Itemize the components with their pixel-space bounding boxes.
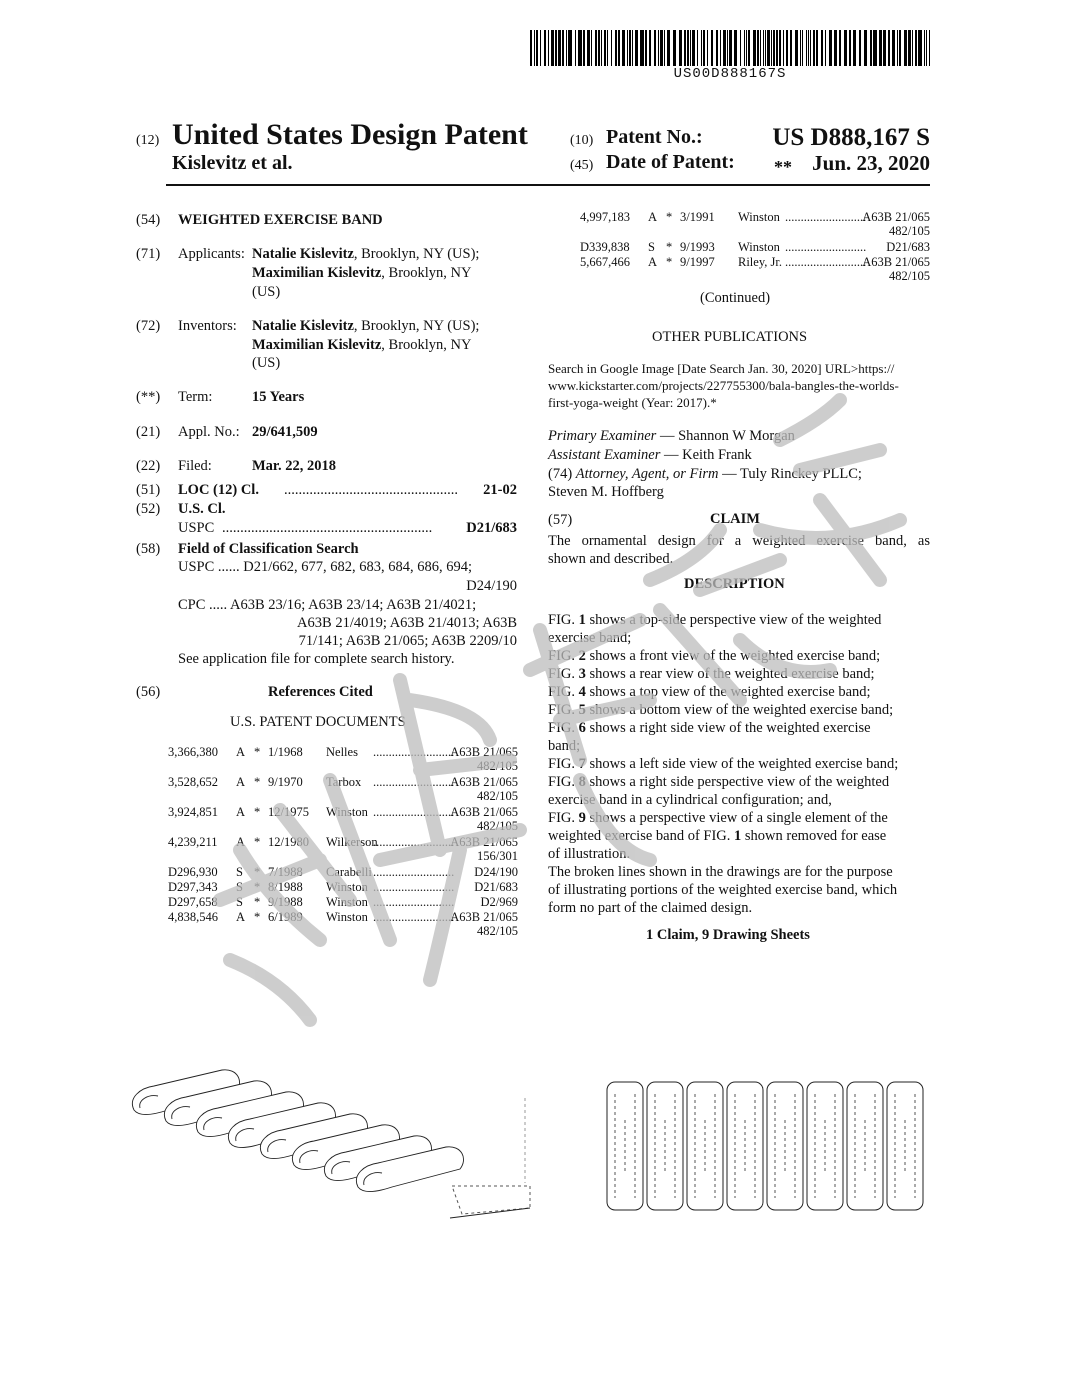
reference-class-2: 482/105 [477, 819, 518, 833]
description-line [548, 755, 930, 773]
claims-sheets: 1 Claim, 9 Drawing Sheets [646, 927, 810, 943]
term-label: Term: [178, 389, 213, 405]
patent-date: Jun. 23, 2020 [812, 151, 930, 175]
reference-class: A63B 21/065 [450, 910, 518, 924]
description-text: FIG. [548, 648, 579, 664]
reference-dots: .......................... [785, 210, 867, 224]
description-text: The broken lines shown in the drawings are for the purpose [548, 864, 893, 880]
description-fig-number: 6 [578, 720, 586, 736]
reference-class-2: 482/105 [477, 924, 518, 938]
description-line [548, 845, 930, 863]
reference-num: 3,528,652 [168, 775, 218, 789]
reference-star: * [666, 210, 673, 224]
description-fig-number: 8 [578, 774, 586, 790]
claim-text-2: shown and described. [548, 551, 674, 567]
claim-text-1: The ornamental design for a weighted exercise band, as [548, 533, 930, 549]
reference-star: * [254, 835, 261, 849]
description-text: shows a left side view of the weighted exercise band; [585, 756, 899, 772]
description-text: FIG. [548, 720, 579, 736]
reference-kind: S [236, 865, 243, 879]
description-line [548, 827, 930, 845]
reference-num: 4,838,546 [168, 910, 218, 924]
description-text: shown removed for ease [741, 828, 887, 844]
reference-date: 9/1970 [268, 775, 303, 789]
reference-class: A63B 21/065 [450, 775, 518, 789]
description-fig-number: 5 [578, 702, 586, 718]
field-search-cpc-3: 71/141; A63B 21/065; A63B 2209/10 [298, 633, 517, 649]
figure-perspective-band [130, 1068, 530, 1228]
description-text: shows a top view of the weighted exercise band; [585, 684, 871, 700]
field-search-label: Field of Classification Search [178, 541, 359, 557]
reference-row [580, 210, 930, 238]
description-line [548, 683, 930, 701]
header-rule [166, 184, 930, 186]
date-of-patent-label: Date of Patent: [606, 151, 735, 173]
description-text: shows a perspective view of a single element of the [585, 810, 888, 826]
description-line [548, 647, 930, 665]
reference-class-2: 482/105 [477, 759, 518, 773]
description-text: shows a rear view of the weighted exercise band; [585, 666, 875, 682]
loc-label: LOC (12) Cl. [178, 482, 259, 498]
other-publications-title: OTHER PUBLICATIONS [652, 329, 808, 345]
reference-row [168, 835, 518, 863]
reference-class: D2/969 [480, 895, 518, 909]
reference-star: * [254, 745, 261, 759]
description-text: FIG. [548, 756, 579, 772]
reference-kind: S [236, 895, 243, 909]
description-text: exercise band; [548, 630, 632, 646]
description-text: FIG. [548, 702, 579, 718]
invention-title: WEIGHTED EXERCISE BAND [178, 212, 383, 228]
barcode-number: US00D888167S [673, 66, 787, 82]
description-text: shows a bottom view of the weighted exercise band; [585, 702, 894, 718]
reference-class: A63B 21/065 [862, 210, 930, 224]
reference-star: * [254, 910, 261, 924]
reference-name: Winston [326, 805, 368, 819]
uspc-value: D21/683 [466, 520, 517, 536]
reference-num: 5,667,466 [580, 255, 630, 269]
us-cl-label: U.S. Cl. [178, 501, 226, 517]
continued-label: (Continued) [700, 290, 771, 306]
reference-dots: .......................... [373, 880, 455, 894]
reference-dots: .......................... [373, 745, 455, 759]
tag-22: (22) [136, 458, 161, 474]
description-fig-number: 3 [578, 666, 586, 682]
description-text: shows a right side view of the weighted exercise [585, 720, 871, 736]
reference-num: 3,924,851 [168, 805, 218, 819]
description-fig-number: 7 [578, 756, 586, 772]
description-body [548, 611, 930, 917]
reference-row [168, 910, 518, 938]
reference-kind: A [236, 805, 246, 819]
description-line [548, 737, 930, 755]
description-fig-number: 1 [734, 828, 742, 844]
appl-no-value: 29/641,509 [252, 424, 318, 440]
reference-dots: .......................... [373, 910, 455, 924]
description-text: shows a top-side perspective view of the weighted [585, 612, 882, 628]
reference-class-2: 482/105 [889, 269, 930, 283]
field-search-uspc: USPC ...... D21/662, 677, 682, 683, 684, 686, 694; [178, 559, 473, 575]
reference-row [168, 865, 518, 879]
reference-num: D339,838 [580, 240, 630, 254]
reference-star: * [666, 240, 673, 254]
description-line [548, 701, 930, 719]
reference-dots: .......................... [373, 805, 455, 819]
reference-name: Winston [738, 240, 780, 254]
primary-examiner: Primary Examiner — Shannon W Morgan [548, 428, 795, 444]
description-line [548, 719, 930, 737]
reference-date: 6/1989 [268, 910, 303, 924]
reference-kind: A [236, 745, 246, 759]
reference-class-2: 156/301 [477, 849, 518, 863]
reference-kind: A [236, 910, 246, 924]
reference-name: Tarbox [326, 775, 362, 789]
description-line [548, 791, 930, 809]
reference-class: D21/683 [474, 880, 518, 894]
assistant-examiner: Assistant Examiner — Keith Frank [548, 447, 752, 463]
reference-class-2: 482/105 [477, 789, 518, 803]
reference-class: A63B 21/065 [450, 805, 518, 819]
applicant-2: Maximilian Kislevitz, Brooklyn, NY [252, 265, 472, 281]
applicant-2-country: (US) [252, 284, 281, 300]
tag-58: (58) [136, 541, 161, 557]
reference-kind: S [236, 880, 243, 894]
description-text: FIG. [548, 612, 579, 628]
description-fig-number: 9 [578, 810, 586, 826]
reference-name: Nelles [326, 745, 358, 759]
description-title: DESCRIPTION [684, 576, 785, 592]
reference-class: D24/190 [474, 865, 518, 879]
attorney: (74) Attorney, Agent, or Firm — Tuly Rinckey PLLC; [548, 466, 862, 482]
reference-star: * [254, 880, 261, 894]
reference-date: 12/1975 [268, 805, 309, 819]
description-line [548, 899, 930, 917]
reference-dots: .......................... [373, 895, 455, 909]
loc-value: 21-02 [483, 482, 517, 498]
description-text: FIG. [548, 666, 579, 682]
field-search-cpc-2: A63B 21/4019; A63B 21/4013; A63B [297, 615, 517, 631]
description-line [548, 773, 930, 791]
reference-date: 9/1993 [680, 240, 715, 254]
reference-star: * [254, 865, 261, 879]
reference-num: 4,239,211 [168, 835, 218, 849]
reference-row [168, 895, 518, 909]
barcode [530, 30, 930, 66]
reference-kind: A [236, 775, 246, 789]
description-fig-number: 2 [578, 648, 586, 664]
description-fig-number: 1 [578, 612, 586, 628]
reference-star: * [254, 805, 261, 819]
reference-kind: A [648, 210, 658, 224]
reference-name: Riley, Jr. [738, 255, 782, 269]
reference-row [168, 745, 518, 773]
reference-date: 9/1988 [268, 895, 303, 909]
description-line [548, 611, 930, 629]
reference-date: 12/1980 [268, 835, 309, 849]
description-text: band; [548, 738, 581, 754]
reference-num: D297,343 [168, 880, 218, 894]
appl-no-label: Appl. No.: [178, 424, 240, 440]
inventors-short: Kislevitz et al. [172, 152, 293, 174]
inventors-label: Inventors: [178, 318, 237, 334]
inventor-2-country: (US) [252, 355, 281, 371]
description-text: shows a right side perspective view of the weighted [585, 774, 890, 790]
patent-no-label: Patent No.: [606, 126, 703, 148]
description-text: exercise band in a cylindrical configuration; and, [548, 792, 832, 808]
reference-name: Wilkerson [326, 835, 378, 849]
reference-star: * [254, 775, 261, 789]
reference-date: 3/1991 [680, 210, 715, 224]
tag-56: (56) [136, 684, 161, 700]
reference-name: Winston [326, 910, 368, 924]
description-text: FIG. [548, 810, 579, 826]
reference-num: D297,658 [168, 895, 218, 909]
figure-front-view [605, 1080, 930, 1212]
tag-57: (57) [548, 512, 573, 528]
reference-name: Carabelli [326, 865, 372, 879]
reference-class: A63B 21/065 [862, 255, 930, 269]
field-search-cpc: CPC ..... A63B 23/16; A63B 23/14; A63B 21/4021; [178, 597, 477, 613]
claim-title: CLAIM [710, 511, 760, 527]
reference-name: Winston [326, 895, 368, 909]
reference-num: 3,366,380 [168, 745, 218, 759]
reference-kind: A [236, 835, 246, 849]
inventor-1: Natalie Kislevitz, Brooklyn, NY (US); [252, 318, 480, 334]
reference-num: D296,930 [168, 865, 218, 879]
tag-71: (71) [136, 246, 161, 262]
description-line [548, 809, 930, 827]
description-line [548, 881, 930, 899]
filed-value: Mar. 22, 2018 [252, 458, 337, 474]
reference-row [580, 240, 930, 254]
inventor-2: Maximilian Kislevitz, Brooklyn, NY [252, 337, 472, 353]
tag-12: (12) [136, 133, 160, 148]
reference-date: 1/1968 [268, 745, 303, 759]
patent-number: US D888,167 S [772, 124, 930, 151]
reference-name: Winston [738, 210, 780, 224]
reference-class-2: 482/105 [889, 224, 930, 238]
reference-dots: .......................... [373, 775, 455, 789]
field-search-uspc-2: D24/190 [466, 578, 517, 594]
loc-dots: ................................................ [284, 482, 458, 498]
us-patent-documents-label: U.S. PATENT DOCUMENTS [230, 714, 406, 730]
description-text: FIG. [548, 684, 579, 700]
description-line [548, 629, 930, 647]
reference-class: A63B 21/065 [450, 745, 518, 759]
tag-72: (72) [136, 318, 161, 334]
tag-51: (51) [136, 482, 161, 498]
reference-dots: .......................... [373, 865, 455, 879]
reference-dots: .......................... [785, 240, 867, 254]
term-value: 15 Years [252, 389, 305, 405]
reference-kind: A [648, 255, 658, 269]
uspc-label: USPC [178, 520, 215, 536]
reference-row [580, 255, 930, 283]
date-stars: ** [774, 157, 792, 177]
tag-52: (52) [136, 501, 161, 517]
reference-class: A63B 21/065 [450, 835, 518, 849]
tag-10: (10) [570, 133, 594, 148]
tag-54: (54) [136, 212, 161, 228]
filed-label: Filed: [178, 458, 212, 474]
description-line [548, 863, 930, 881]
applicants-label: Applicants: [178, 246, 245, 262]
reference-dots: .......................... [785, 255, 867, 269]
reference-row [168, 805, 518, 833]
tag-term: (**) [136, 389, 161, 405]
references-cited-label: References Cited [268, 684, 373, 700]
description-text: of illustration. [548, 846, 631, 862]
reference-star: * [666, 255, 673, 269]
applicant-1: Natalie Kislevitz, Brooklyn, NY (US); [252, 246, 480, 262]
reference-kind: S [648, 240, 655, 254]
description-line [548, 665, 930, 683]
reference-name: Winston [326, 880, 368, 894]
tag-45: (45) [570, 158, 594, 173]
field-search-see: See application file for complete search history. [178, 651, 455, 667]
reference-row [168, 880, 518, 894]
description-text: form no part of the claimed design. [548, 900, 753, 916]
uspc-dots: .......................................................... [222, 520, 433, 536]
other-publication-1: Search in Google Image [Date Search Jan. 30, 2020] URL>https:// www.kickstarter.com/projects/227755300/bala-bangles-the-worlds- first-yoga-weight (Year: 2017).* [548, 361, 899, 410]
reference-num: 4,997,183 [580, 210, 630, 224]
reference-star: * [254, 895, 261, 909]
patent-type-title: United States Design Patent [172, 118, 528, 151]
description-text: shows a front view of the weighted exercise band; [585, 648, 881, 664]
reference-date: 8/1988 [268, 880, 303, 894]
description-text: weighted exercise band of FIG. [548, 828, 735, 844]
description-fig-number: 4 [578, 684, 586, 700]
reference-date: 7/1988 [268, 865, 303, 879]
reference-class: D21/683 [886, 240, 930, 254]
description-text: of illustrating portions of the weighted exercise band, which [548, 882, 898, 898]
description-text: FIG. [548, 774, 579, 790]
attorney-2: Steven M. Hoffberg [548, 484, 664, 500]
tag-21: (21) [136, 424, 161, 440]
reference-date: 9/1997 [680, 255, 715, 269]
reference-row [168, 775, 518, 803]
reference-dots: .......................... [373, 835, 455, 849]
